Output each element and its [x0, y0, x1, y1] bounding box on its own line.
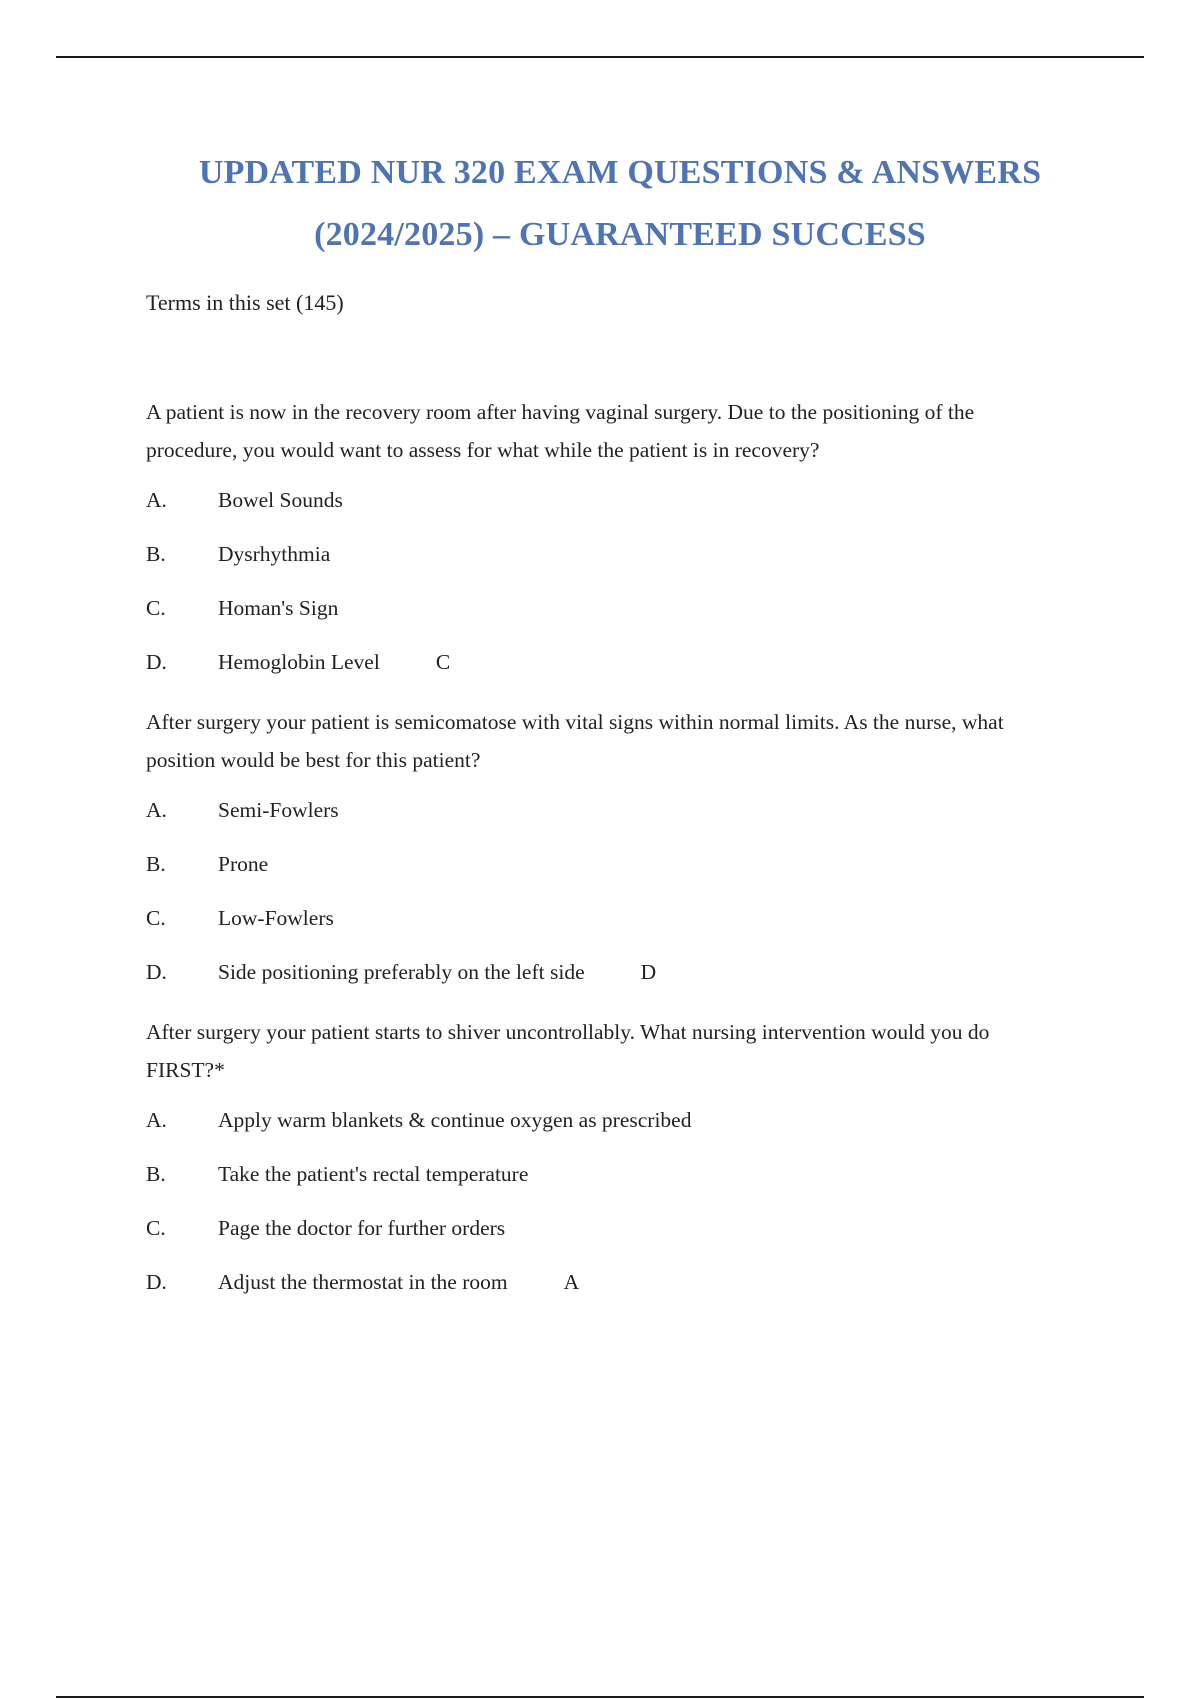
option-letter: D. — [146, 960, 167, 984]
title-line-1: UPDATED NUR 320 EXAM QUESTIONS & ANSWERS — [198, 154, 1042, 191]
option-a — [146, 783, 1046, 837]
terms-count: Terms in this set (145) — [146, 290, 344, 315]
option-text: Semi-Fowlers — [218, 798, 339, 822]
question-text: After surgery your patient starts to shiver uncontrollably. What nursing intervention would you do FIRST?* — [146, 1020, 990, 1082]
option-text: Low-Fowlers — [218, 906, 334, 930]
option-letter: B. — [146, 852, 166, 876]
option-letter: A. — [146, 798, 167, 822]
option-text: Hemoglobin Level — [218, 650, 380, 674]
option-text: Take the patient's rectal temperature — [218, 1162, 529, 1186]
answer-key: A — [563, 1270, 580, 1294]
option-letter: D. — [146, 650, 167, 674]
question-text: After surgery your patient is semicomatose with vital signs within normal limits. As the nurse, what position would be best for this patient? — [146, 710, 1004, 772]
option-text: Side positioning preferably on the left side — [218, 960, 585, 984]
option-d — [146, 945, 1046, 999]
option-text: Apply warm blankets & continue oxygen as prescribed — [218, 1108, 692, 1132]
option-c — [146, 891, 1046, 945]
option-letter: A. — [146, 488, 167, 512]
option-b — [146, 837, 1046, 891]
top-divider — [56, 56, 1144, 58]
question-block-2 — [146, 703, 1046, 999]
question-block-1 — [146, 393, 1046, 689]
option-a — [146, 473, 1046, 527]
option-letter: B. — [146, 542, 166, 566]
option-text: Bowel Sounds — [218, 488, 343, 512]
option-letter: A. — [146, 1108, 167, 1132]
option-d — [146, 635, 1046, 689]
bottom-divider — [56, 1696, 1144, 1698]
option-letter: C. — [146, 596, 166, 620]
question-text: A patient is now in the recovery room after having vaginal surgery. Due to the positioning of the procedure, you would want to assess for what while the patient is in recovery? — [146, 400, 975, 462]
answer-key: D — [640, 960, 657, 984]
option-c — [146, 581, 1046, 635]
option-b — [146, 1147, 1046, 1201]
option-letter: C. — [146, 906, 166, 930]
option-letter: C. — [146, 1216, 166, 1240]
option-letter: D. — [146, 1270, 167, 1294]
option-text: Dysrhythmia — [218, 542, 331, 566]
title-line-2: (2024/2025) – GUARANTEED SUCCESS — [314, 216, 926, 253]
option-d — [146, 1255, 1046, 1309]
option-b — [146, 527, 1046, 581]
document-title — [130, 142, 1110, 266]
option-letter: B. — [146, 1162, 166, 1186]
option-text: Prone — [218, 852, 269, 876]
option-text: Homan's Sign — [218, 596, 339, 620]
answer-key: C — [435, 650, 451, 674]
option-c — [146, 1201, 1046, 1255]
question-block-3 — [146, 1013, 1046, 1309]
option-text: Page the doctor for further orders — [218, 1216, 506, 1240]
option-a — [146, 1093, 1046, 1147]
option-text: Adjust the thermostat in the room — [218, 1270, 508, 1294]
question-list — [146, 393, 1046, 1309]
